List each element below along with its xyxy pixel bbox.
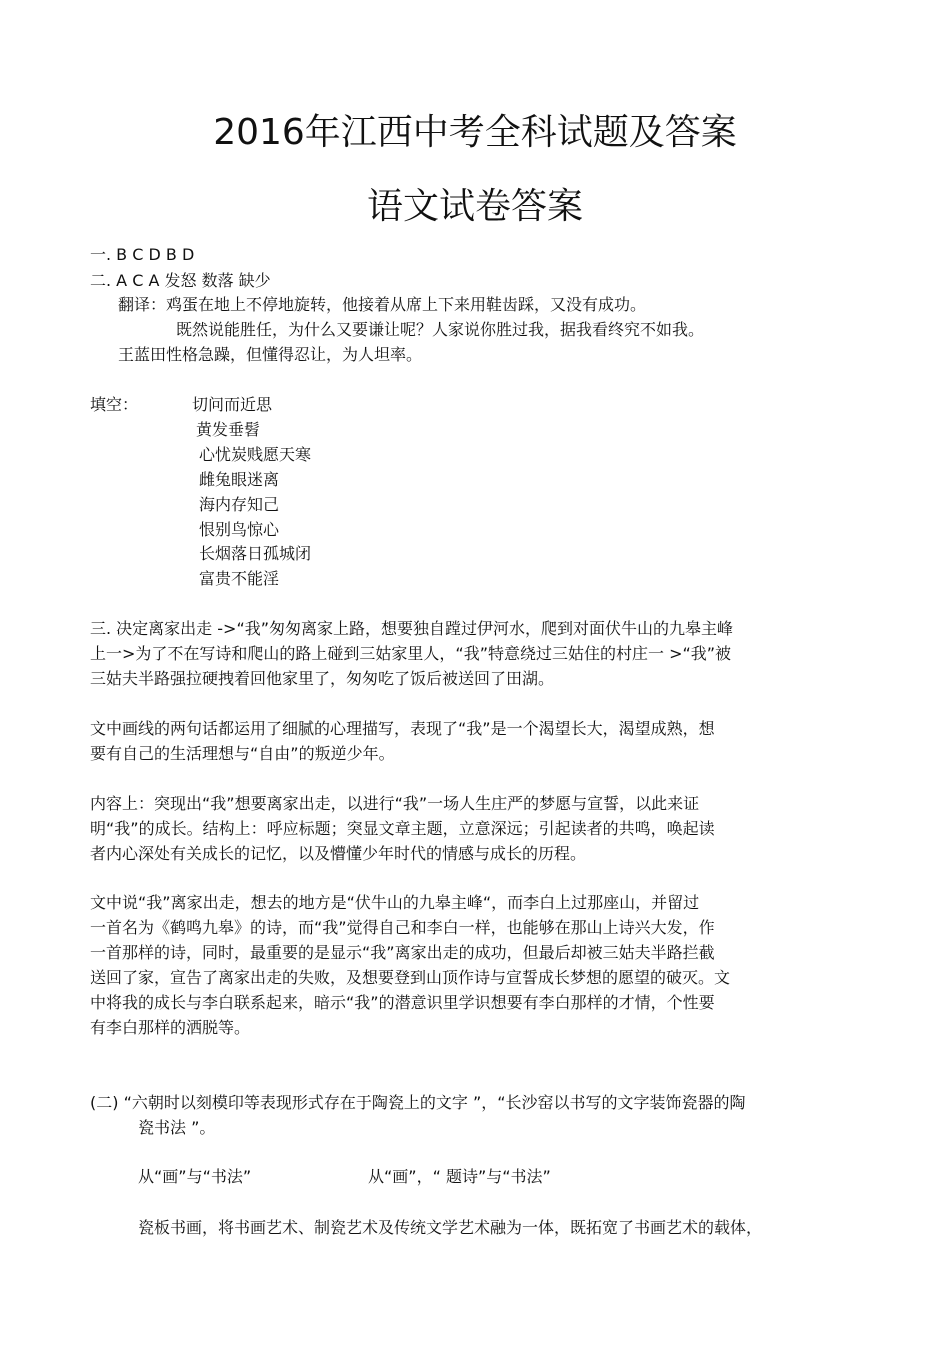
section2-translation-1: 翻译：鸡蛋在地上不停地旋转，他接着从席上下来用鞋齿踩，又没有成功。 (118, 295, 647, 314)
section3-p2-line: 要有自己的生活理想与“自由”的叛逆少年。 (90, 744, 395, 763)
section3-p3-line: 明“我”的成长。结构上：呼应标题；突显文章主题，立意深远；引起读者的共鸣，唤起读 (90, 819, 715, 838)
section2-character: 王蓝田性格急躁，但懂得忍让，为人坦率。 (118, 345, 423, 364)
fill-blank-item: 恨别鸟惊心 (199, 520, 280, 539)
section3-p4-line: 有李白那样的洒脱等。 (90, 1018, 251, 1037)
section3-p1-line: 三. 决定离家出走 ->“我”匆匆离家上路，想要独自蹚过伊河水，爬到对面伏牛山的九皋主峰 (90, 619, 734, 638)
fill-blank-item: 海内存知己 (199, 495, 280, 514)
section3-p4-line: 一首那样的诗，同时，最重要的是显示“我”离家出走的成功，但最后却被三姑夫半路拦截 (90, 943, 715, 962)
part2-line-4: 瓷板书画，将书画艺术、制瓷艺术及传统文学艺术融为一体，既拓宽了书画艺术的载体， (138, 1218, 763, 1237)
part2-answer-b: 从“画”，“ 题诗”与“书法” (368, 1167, 551, 1186)
section3-p3-line: 内容上：突现出“我”想要离家出走，以进行“我”一场人生庄严的梦愿与宣誓，以此来证 (90, 794, 700, 813)
document-title: 2016年江西中考全科试题及答案 (213, 112, 737, 153)
part2-line-1: (二) “六朝时以刻模印等表现形式存在于陶瓷上的文字 ”，“长沙窑以书写的文字装饰瓷器的陶 (90, 1093, 746, 1112)
section3-p4-line: 文中说“我”离家出走，想去的地方是“伏牛山的九皋主峰“，而李白上过那座山，并留过 (90, 893, 700, 912)
section2-translation-2: 既然说能胜任，为什么又要谦让呢？人家说你胜过我，据我看终究不如我。 (176, 320, 705, 339)
section3-p4-line: 一首名为《鹤鸣九皋》的诗，而“我”觉得自己和李白一样，也能够在那山上诗兴大发，作 (90, 918, 715, 937)
document-subtitle: 语文试卷答案 (366, 186, 583, 227)
fill-blank-item: 黄发垂髫 (196, 420, 261, 439)
fill-blank-label: 填空： (90, 395, 139, 414)
section3-p1-line: 三姑夫半路强拉硬拽着回他家里了，匆匆吃了饭后被送回了田湖。 (90, 669, 555, 688)
fill-blank-item: 雌兔眼迷离 (199, 470, 280, 489)
section3-p4-line: 送回了家，宣告了离家出走的失败，及想要登到山顶作诗与宣誓成长梦想的愿望的破灭。文 (90, 968, 731, 987)
section1-answers: 一. B C D B D (90, 245, 195, 264)
part2-line-2: 瓷书法 ”。 (138, 1118, 216, 1137)
fill-blank-item: 富贵不能淫 (199, 569, 280, 588)
section3-p4-line: 中将我的成长与李白联系起来，暗示“我”的潜意识里学识想要有李白那样的才情，个性要 (90, 993, 715, 1012)
section3-p2-line: 文中画线的两句话都运用了细腻的心理描写，表现了“我”是一个渴望长大，渴望成熟，想 (90, 719, 715, 738)
section2-answers: 二. A C A 发怒 数落 缺少 (90, 271, 271, 290)
section3-p1-line: 上一>为了不在写诗和爬山的路上碰到三姑家里人，“我”特意绕过三姑住的村庄一 >“我”被 (90, 644, 732, 663)
section3-p3-line: 者内心深处有关成长的记忆，以及懵懂少年时代的情感与成长的历程。 (90, 844, 587, 863)
part2-answer-a: 从“画”与“书法” (138, 1167, 252, 1186)
fill-blank-item: 切问而近思 (192, 395, 273, 414)
fill-blank-item: 长烟落日孤城闭 (199, 544, 312, 563)
fill-blank-item: 心忧炭贱愿天寒 (199, 445, 312, 464)
